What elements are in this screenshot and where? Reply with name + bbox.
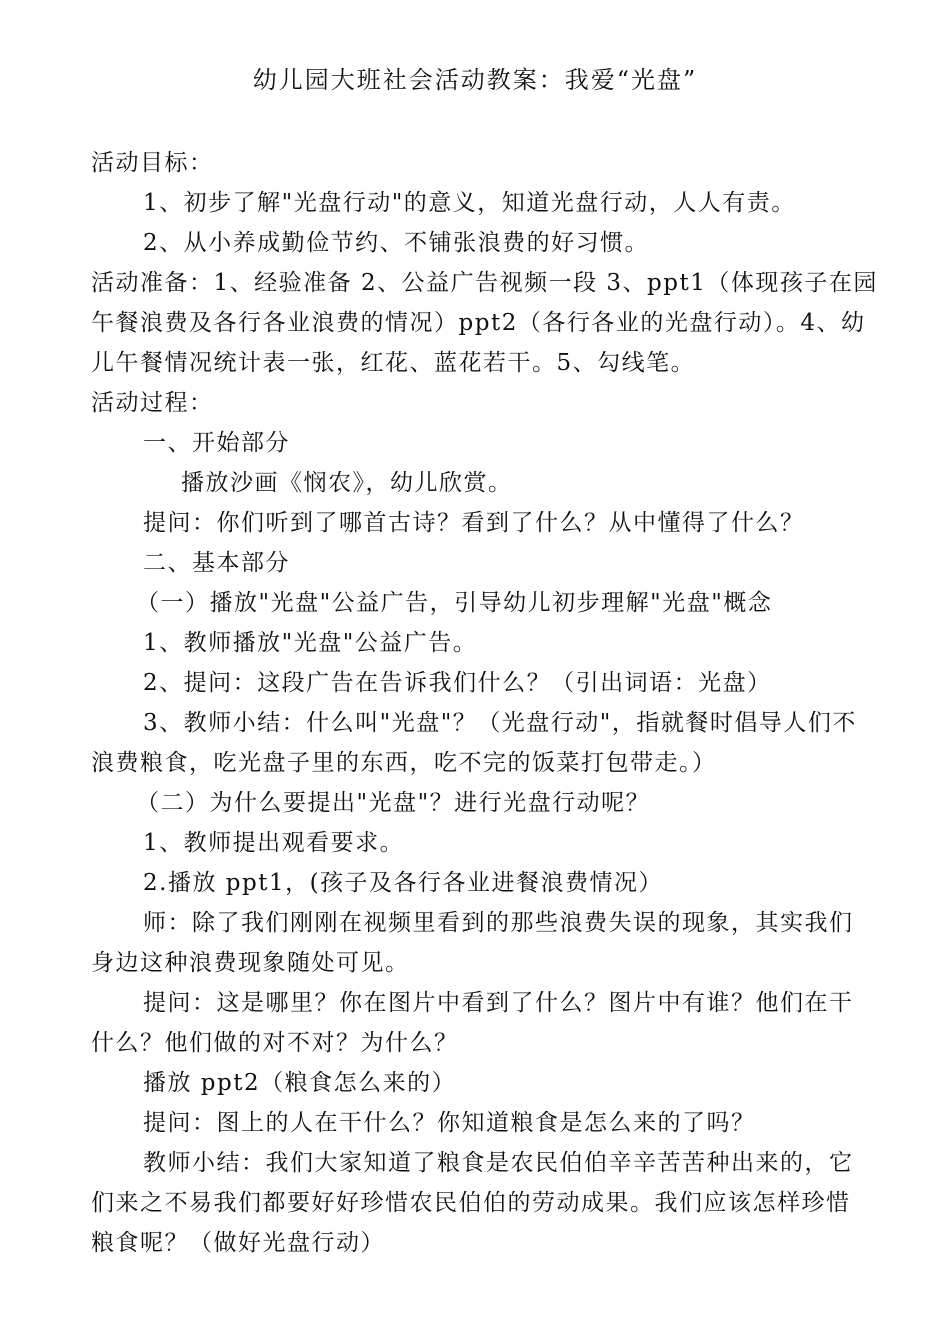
subsection-heading-1: （一）播放"光盘"公益广告，引导幼儿初步理解"光盘"概念	[136, 590, 773, 616]
section-heading-goals: 活动目标：	[91, 150, 214, 176]
part-heading-1: 一、开始部分	[143, 430, 290, 456]
paragraph-line: 提问：图上的人在干什么？你知道粮食是怎么来的了吗？	[143, 1110, 756, 1136]
paragraph-line: 1、教师播放"光盘"公益广告。	[143, 630, 478, 656]
paragraph-line: 2、提问：这段广告在告诉我们什么？（引出词语：光盘）	[143, 670, 772, 696]
paragraph-line: 1、教师提出观看要求。	[143, 830, 405, 856]
paragraph-line: 师：除了我们刚刚在视频里看到的那些浪费失误的现象，其实我们	[143, 910, 854, 936]
preparation-line-1: 活动准备：1、经验准备 2、公益广告视频一段 3、ppt1（体现孩子在园	[91, 270, 878, 296]
paragraph-line: 2.播放 ppt1，(孩子及各行各业进餐浪费情况）	[143, 870, 664, 896]
paragraph-line: 浪费粮食，吃光盘子里的东西，吃不完的饭菜打包带走。）	[91, 750, 717, 776]
document-title: 幼儿园大班社会活动教案：我爱“光盘”	[252, 66, 698, 94]
paragraph-line: 们来之不易我们都要好好珍惜农民伯伯的劳动成果。我们应该怎样珍惜	[91, 1190, 851, 1216]
paragraph-line: 什么？他们做的对不对？为什么？	[91, 1030, 459, 1056]
paragraph-line: 提问：这是哪里？你在图片中看到了什么？图片中有谁？他们在干	[143, 990, 854, 1016]
paragraph-line: 3、教师小结：什么叫"光盘"？（光盘行动"，指就餐时倡导人们不	[143, 710, 857, 736]
goal-item-1: 1、初步了解"光盘行动"的意义，知道光盘行动，人人有责。	[143, 190, 796, 216]
paragraph-line: 播放 ppt2（粮食怎么来的）	[143, 1070, 457, 1096]
section-heading-process: 活动过程：	[91, 390, 214, 416]
paragraph-line: 粮食呢？（做好光盘行动）	[91, 1230, 385, 1256]
document-body	[91, 143, 891, 1263]
preparation-line-3: 儿午餐情况统计表一张，红花、蓝花若干。5、勾线笔。	[91, 350, 696, 376]
paragraph-line: 提问：你们听到了哪首古诗？看到了什么？从中懂得了什么？	[143, 510, 805, 536]
paragraph-line: 教师小结：我们大家知道了粮食是农民伯伯辛辛苦苦种出来的，它	[143, 1150, 854, 1176]
part-heading-2: 二、基本部分	[143, 550, 290, 576]
goal-item-2: 2、从小养成勤俭节约、不铺张浪费的好习惯。	[143, 230, 650, 256]
subsection-heading-2: （二）为什么要提出"光盘"？进行光盘行动呢？	[136, 790, 651, 816]
paragraph-line: 身边这种浪费现象随处可见。	[91, 950, 410, 976]
paragraph-line: 播放沙画《悯农》，幼儿欣赏。	[181, 470, 513, 496]
preparation-line-2: 午餐浪费及各行各业浪费的情况）ppt2（各行各业的光盘行动）。4、幼	[91, 310, 866, 336]
